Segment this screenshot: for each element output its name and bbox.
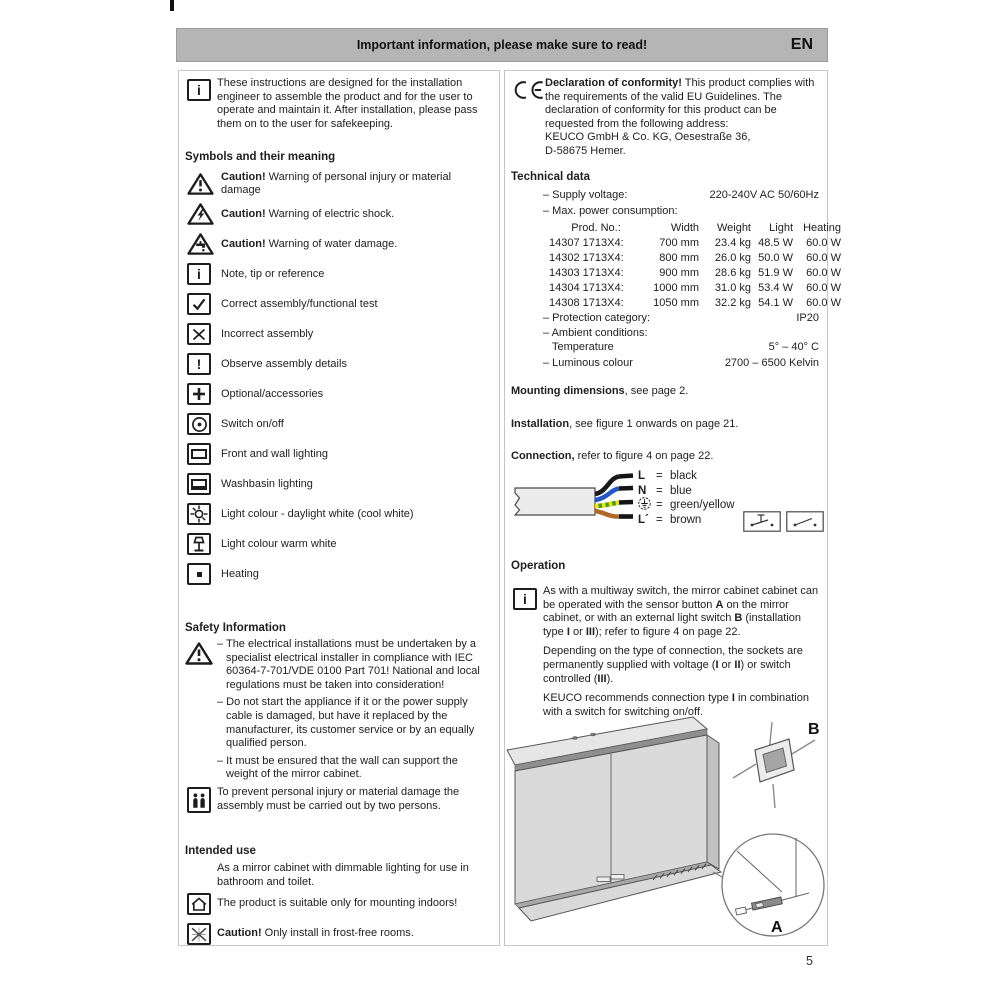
water-damage-warning-icon	[187, 232, 217, 256]
table-cell: 53.4 W	[758, 282, 793, 294]
wire-color-name: brown	[670, 513, 702, 526]
table-cell: 700 mm	[659, 237, 699, 249]
table-cell: 900 mm	[659, 267, 699, 279]
protection-value: IP20	[796, 312, 819, 324]
table-header: Weight	[716, 222, 751, 234]
table-cell: 54.1 W	[758, 297, 793, 309]
operation-paragraph: As with a multiway switch, the mirror cabinet cabinet can be operated with the sensor button A on the mirror cabinet, or with an external light switch B (installation type I or III); refer to figure 4 on page 22.	[543, 585, 819, 638]
temperature-label: Temperature	[552, 341, 614, 353]
symbol-label: Light colour warm white	[221, 537, 337, 550]
symbol-row	[187, 319, 493, 349]
safety-heading: Safety Information	[185, 622, 286, 634]
symbol-label: Heating	[221, 567, 259, 580]
page-title: Important information, please make sure to read!	[356, 38, 648, 52]
heating-icon	[187, 563, 217, 585]
table-cell: 14308 1713X4:	[549, 297, 624, 309]
table-header: Heating	[803, 222, 841, 234]
indoor-house-icon	[187, 893, 211, 915]
table-cell: 60.0 W	[806, 267, 841, 279]
note-info-icon: i	[187, 79, 211, 101]
safety-list	[217, 638, 491, 786]
protection-label: – Protection category:	[543, 312, 651, 324]
symbol-label: Incorrect assembly	[221, 327, 314, 340]
symbol-row	[187, 439, 493, 469]
symbol-label: Caution! Warning of personal injury or material damage	[221, 171, 452, 196]
washbasin-lighting-icon	[187, 473, 217, 495]
table-cell: 14304 1713X4:	[549, 282, 624, 294]
table-cell: 14303 1713X4:	[549, 267, 624, 279]
symbols-list	[179, 169, 499, 595]
symbol-row	[187, 409, 493, 439]
operation-heading: Operation	[511, 560, 566, 572]
front-wall-lighting-icon	[187, 443, 217, 465]
luminous-value: 2700 – 6500 Kelvin	[724, 357, 819, 369]
intended-use-text: As a mirror cabinet with dimmable lighting for use in bathroom and toilet.	[217, 862, 469, 888]
protection-row	[543, 312, 819, 326]
table-header: Light	[769, 222, 793, 234]
scan-mark	[170, 0, 174, 11]
symbol-row	[187, 199, 493, 229]
connection-ref: Connection, refer to figure 4 on page 22.	[511, 450, 714, 462]
operation-paragraph: KEUCO recommends connection type I in combination with a switch for switching on/off.	[543, 692, 809, 718]
legend-row: L = black	[638, 470, 697, 482]
cable-illustration	[509, 467, 639, 536]
note-info-icon: i	[187, 263, 217, 285]
symbol-row	[187, 559, 493, 589]
mirror-cabinet-illustration	[505, 712, 827, 949]
declaration-text: Declaration of conformity! This product complies with the requirements of the valid EU Guidelines. The declaration of conformity for this product can be requested from the following address: KEUCO GmbH & Co. KG, Oesestraße 36, D-58675 Hemer.	[545, 77, 815, 157]
two-persons-note: To prevent personal injury or material damage the assembly must be carried out by two persons.	[217, 786, 460, 812]
operation-paragraph: Depending on the type of connection, the sockets are permanently supplied with voltage (I or II) or switch controlled (III).	[543, 645, 803, 685]
wire-color-name: blue	[670, 484, 692, 497]
symbol-label: Light colour - daylight white (cool white)	[221, 507, 414, 520]
safety-item: – It must be ensured that the wall can support the weight of the mirror cabinet.	[217, 754, 458, 781]
symbol-row	[187, 169, 493, 199]
observe-details-exclamation-icon: !	[187, 353, 217, 375]
push-switch-icon	[743, 511, 781, 532]
supply-voltage-value: 220-240V AC 50/60Hz	[709, 189, 819, 201]
supply-voltage-row	[543, 189, 819, 203]
table-cell: 1050 mm	[653, 297, 699, 309]
wire-color-name: black	[670, 470, 697, 482]
switch-on-off-icon	[187, 413, 217, 435]
table-cell: 51.9 W	[758, 267, 793, 279]
electric-shock-warning-icon	[187, 202, 217, 226]
frost-warning-icon	[187, 923, 211, 945]
symbol-label: Optional/accessories	[221, 387, 324, 400]
table-cell: 31.0 kg	[714, 282, 751, 294]
symbol-label: Correct assembly/functional test	[221, 297, 378, 310]
warm-white-lamp-icon	[187, 533, 217, 555]
technical-data-heading: Technical data	[511, 171, 591, 183]
warning-triangle-icon	[185, 641, 213, 671]
ambient-label: – Ambient conditions:	[543, 327, 648, 339]
symbol-label: Washbasin lighting	[221, 477, 313, 490]
mounting-ref: Mounting dimensions, see page 2.	[511, 385, 689, 397]
note-info-icon: i	[513, 588, 537, 610]
table-cell: 14302 1713X4:	[549, 252, 624, 264]
intended-use-heading: Intended use	[185, 845, 256, 857]
ambient-row	[543, 327, 819, 341]
warning-triangle-icon	[187, 172, 217, 196]
symbol-row	[187, 469, 493, 499]
table-header: Prod. No.:	[571, 222, 621, 234]
address-line: D-58675 Hemer.	[545, 144, 626, 157]
table-header: Width	[670, 222, 699, 234]
safety-item: – Do not start the appliance if it or the power supply cable is damaged, but have it replaced by the manufacturer, its customer service or by an equally qualified person.	[217, 696, 475, 750]
optional-accessories-plus-icon	[187, 383, 217, 405]
safety-item: – The electrical installations must be undertaken by a specialist electrical installer in compliance with IEC 60364-7-701/VDE 0100 Part 701! National and local regulations must be taken into consideration!	[217, 638, 480, 691]
toggle-switch-icon	[786, 511, 824, 532]
symbol-row	[187, 259, 493, 289]
symbol-label: Switch on/off	[221, 417, 284, 430]
installation-ref: Installation, see figure 1 onwards on page 21.	[511, 418, 739, 430]
table-cell: 60.0 W	[806, 297, 841, 309]
frost-note: Caution! Only install in frost-free rooms.	[217, 927, 414, 939]
legend-row: N = blue	[638, 484, 692, 497]
luminous-label: – Luminous colour	[543, 357, 633, 369]
sensor-a-label: A	[771, 919, 783, 936]
temperature-row	[543, 341, 819, 355]
left-column	[178, 70, 500, 946]
table-cell: 60.0 W	[806, 252, 841, 264]
switch-b-label: B	[808, 721, 820, 738]
table-cell: 50.0 W	[758, 252, 793, 264]
correct-assembly-check-icon	[187, 293, 217, 315]
table-cell: 60.0 W	[806, 237, 841, 249]
right-column	[504, 70, 841, 946]
two-persons-icon	[187, 787, 211, 813]
earth-icon	[638, 497, 656, 515]
table-cell: 14307 1713X4:	[549, 237, 624, 249]
symbol-label: Front and wall lighting	[221, 447, 329, 460]
address-line: KEUCO GmbH & Co. KG, Oesestraße 36,	[545, 131, 751, 144]
power-table	[549, 221, 841, 311]
ce-mark-icon	[513, 79, 545, 106]
indoor-note: The product is suitable only for mounting indoors!	[217, 897, 458, 909]
wire-brown	[595, 511, 619, 517]
intro-text: These instructions are designed for the installation engineer to assemble the product and for the user to operate and maintain it. After installation, please pass them on to the user for safekeeping.	[217, 77, 478, 130]
symbol-label: Caution! Warning of electric shock.	[221, 207, 395, 220]
header-bar	[176, 28, 828, 62]
daylight-white-light-icon	[187, 503, 217, 525]
table-cell: 23.4 kg	[714, 237, 751, 249]
symbol-row	[187, 349, 493, 379]
temperature-value: 5° – 40° C	[768, 341, 819, 353]
table-cell: 28.6 kg	[714, 267, 751, 279]
wire-legend	[638, 469, 735, 527]
switch-type-icons	[743, 511, 824, 532]
max-power-label: – Max. power consumption:	[543, 205, 678, 217]
symbol-row	[187, 229, 493, 259]
max-power-row	[543, 205, 819, 219]
table-cell: 32.2 kg	[714, 297, 751, 309]
operation-text	[543, 585, 821, 725]
symbol-label: Caution! Warning of water damage.	[221, 237, 398, 250]
symbol-row	[187, 379, 493, 409]
table-cell: 26.0 kg	[714, 252, 751, 264]
symbol-label: Note, tip or reference	[221, 267, 325, 280]
table-cell: 1000 mm	[653, 282, 699, 294]
external-switch-b	[733, 722, 815, 808]
symbol-row	[187, 499, 493, 529]
language-badge: EN	[790, 36, 813, 53]
table-cell: 60.0 W	[806, 282, 841, 294]
symbol-row	[187, 289, 493, 319]
legend-row: L´ = brown	[638, 513, 702, 526]
wire-color-name: green/yellow	[670, 499, 735, 512]
legend-row: = green/yellow	[638, 498, 735, 513]
table-cell: 800 mm	[659, 252, 699, 264]
incorrect-assembly-cross-icon	[187, 323, 217, 345]
supply-voltage-label: – Supply voltage:	[543, 189, 628, 201]
luminous-row	[543, 357, 819, 371]
symbols-heading: Symbols and their meaning	[185, 151, 336, 163]
symbol-label: Observe assembly details	[221, 357, 347, 370]
page-number: 5	[806, 954, 813, 968]
table-cell: 48.5 W	[758, 237, 793, 249]
symbol-row	[187, 529, 493, 559]
